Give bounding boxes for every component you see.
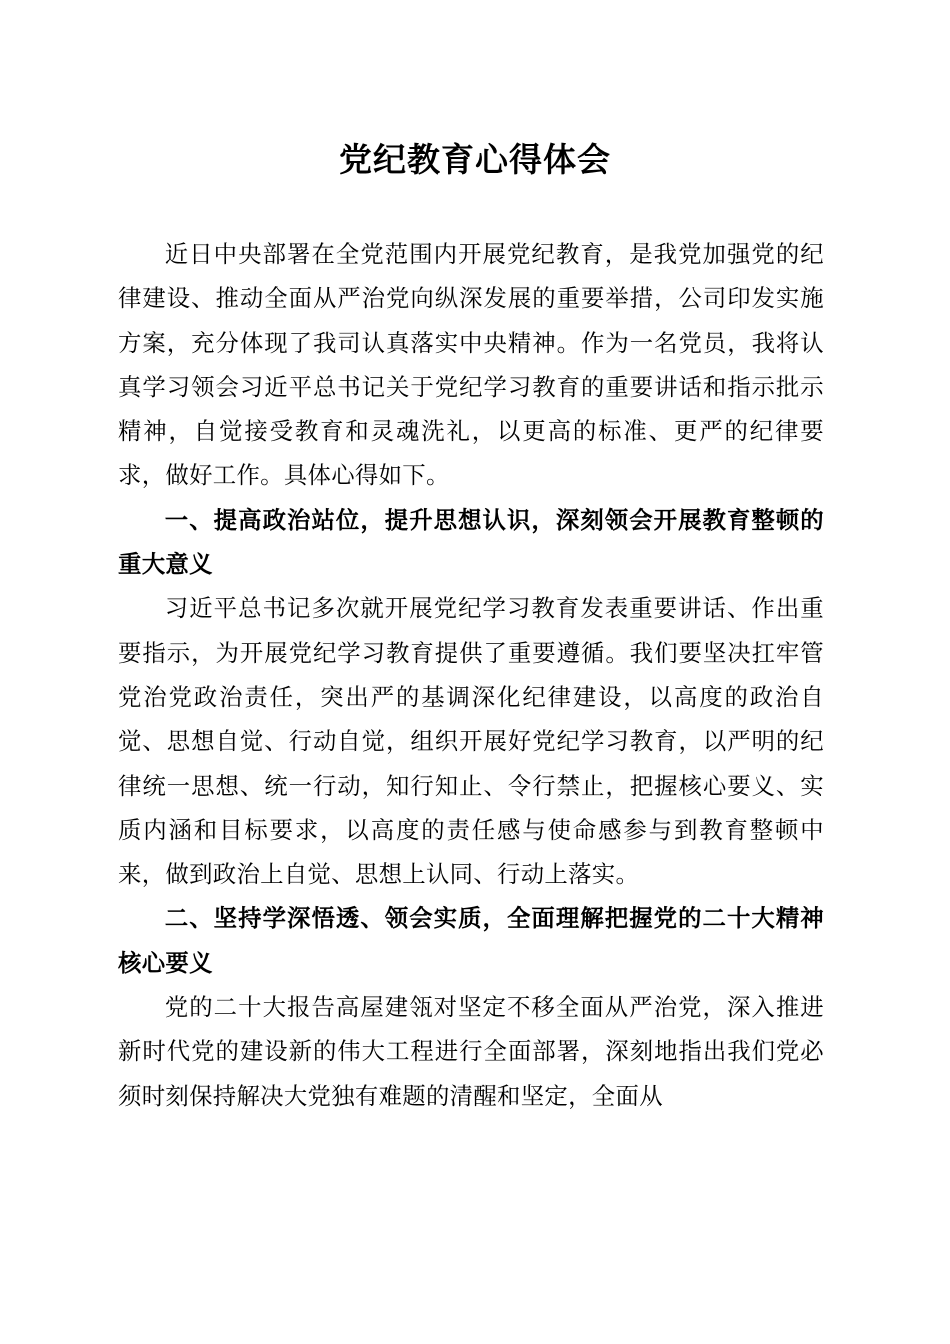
paragraph-section-2: 党的二十大报告高屋建瓴对坚定不移全面从严治党，深入推进新时代党的建设新的伟大工程进行全面部署，深刻地指出我们党必须时刻保持解决大党独有难题的清醒和坚定，全面从 (118, 993, 824, 1110)
document-body (118, 232, 824, 1118)
page-title: 党纪教育心得体会 (339, 140, 611, 179)
section-heading-2: 二、坚持学深悟透、领会实质，全面理解把握党的二十大精神核心要义 (118, 904, 824, 977)
paragraph-intro: 近日中央部署在全党范围内开展党纪教育，是我党加强党的纪律建设、推动全面从严治党向纵深发展的重要举措，公司印发实施方案，充分体现了我司认真落实中央精神。作为一名党员，我将认真学习领会习近平总书记关于党纪学习教育的重要讲话和指示批示精神，自觉接受教育和灵魂洗礼，以更高的标准、更严的纪律要求，做好工作。具体心得如下。 (118, 240, 824, 490)
section-heading-1: 一、提高政治站位，提升思想认识，深刻领会开展教育整顿的重大意义 (118, 505, 824, 579)
paragraph-section-1: 习近平总书记多次就开展党纪学习教育发表重要讲话、作出重要指示，为开展党纪学习教育提供了重要遵循。我们要坚决扛牢管党治党政治责任，突出严的基调深化纪律建设，以高度的政治自觉、思想自觉、行动自觉，组织开展好党纪学习教育，以严明的纪律统一思想、统一行动，知行知止、令行禁止，把握核心要义、实质内涵和目标要求，以高度的责任感与使命感参与到教育整顿中来，做到政治上自觉、思想上认同、行动上落实。 (118, 594, 824, 889)
